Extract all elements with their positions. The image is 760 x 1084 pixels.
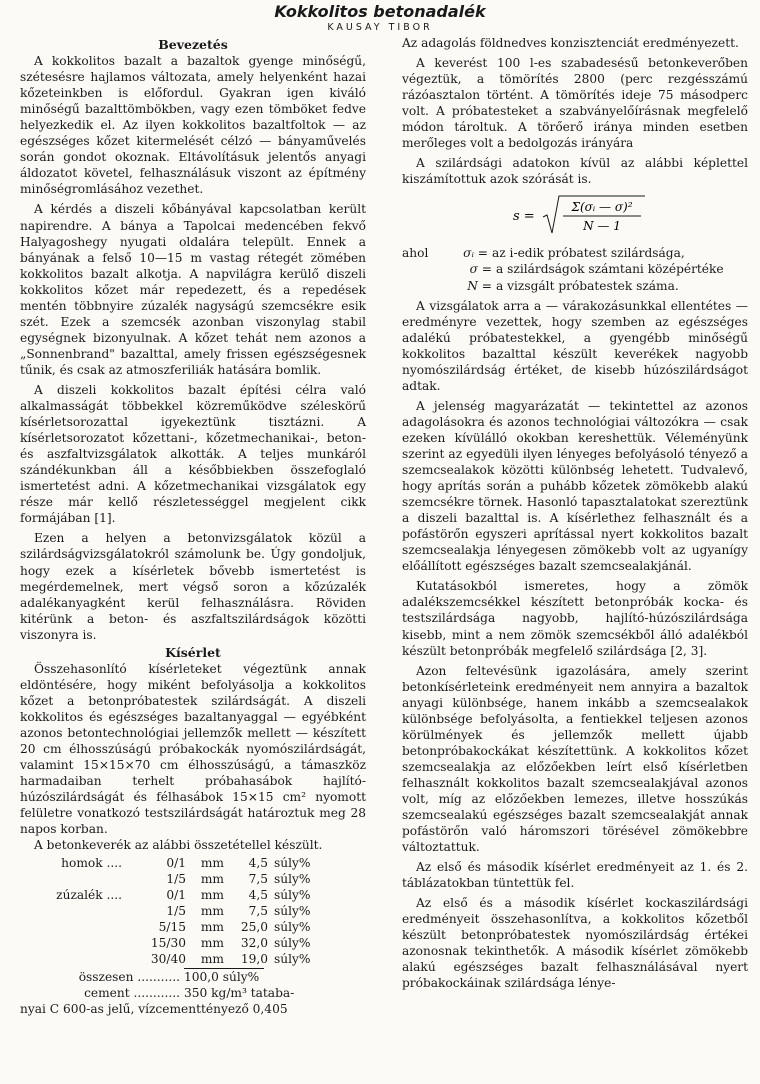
cement-label: cement ............ <box>84 986 180 1001</box>
paragraph: Kutatásokból ismeretes, hogy a zömök adalékszemcsékkel készített betonpróbák kocka- és testszilárdsága nagyobb, hajlító-húzószilárdsága kisebb, mint a nem zömök szemcsékből álló adalékból készült betonpróbák megfelelő szilárdsága [2, 3]. <box>402 579 748 658</box>
def-text: a szilárdságok számtani középértéke <box>496 262 724 277</box>
mix-fraction-unit: súly% <box>274 888 311 903</box>
mix-label <box>20 935 126 951</box>
paragraph: Azon feltevésünk igazolására, amely szerint betonkísérleteink eredményeit nem annyira a bazaltok anyagi különbsége, hanem inkább a szemcsealakok különbsége befolyásolta, a fentiekkel teljesen azonos körülmények és jellemzők mellett újabb betonpróbakockákat készítettünk. A kokkolitos kőzet szemcsealakja az előzőekben leírt első kísérletben felhasznált kokkolitos bazalt szemcsealakjával azonos volt, míg az előzőekben lemezes, illetve hosszúkás szemcsealakú egészséges bazalt szemcsealakját annak pofástörőn való háromszori törésével zömökebbre változtattuk. <box>402 663 748 855</box>
mix-label <box>20 951 126 967</box>
right-column <box>402 35 748 992</box>
mix-fraction-unit: súly% <box>274 904 311 919</box>
mix-fraction-unit: súly% <box>274 872 311 887</box>
article-title: Kokkolitos betonadalék <box>274 2 486 21</box>
formula-svg <box>475 193 675 237</box>
cement-continuation: nyai C 600-as jelű, vízcementtényező 0,405 <box>20 1002 288 1017</box>
paragraph: Az első és második kísérlet eredményeit az 1. és 2. táblázatokban tüntettük fel. <box>402 860 748 891</box>
mix-value: 19,0 <box>240 952 268 967</box>
mix-value: 7,5 <box>248 872 268 887</box>
mix-size: 0/1 <box>166 856 186 871</box>
definition-row <box>402 245 748 261</box>
mix-unit: mm <box>200 920 224 935</box>
def-symbol: σᵢ = <box>463 246 488 261</box>
def-text: az i-edik próbatest szilárdsága, <box>492 246 685 261</box>
definition-row <box>402 261 748 277</box>
mix-row <box>20 919 366 935</box>
paragraph: A szilárdsági adatokon kívül az alábbi képlettel kiszámítottuk azok szórását is. <box>402 156 748 187</box>
mix-unit: mm <box>200 904 224 919</box>
mix-composition-table <box>20 855 366 1017</box>
mix-size: 1/5 <box>166 904 186 919</box>
symbol-definitions <box>402 245 748 293</box>
cement-row <box>20 985 366 1001</box>
mix-size: 15/30 <box>150 936 186 951</box>
mix-row <box>20 887 366 903</box>
formula-lhs: s = <box>513 209 535 225</box>
left-column <box>20 35 366 1017</box>
std-deviation-formula <box>402 193 748 237</box>
paragraph: Ezen a helyen a betonvizsgálatok közül a szilárdságvizsgálatokról számolunk be. Úgy gondoljuk, hogy ezek a kísérletek bővebb ismertetést is megérdemelnek, mert végső soron a kőzúzalék adalékanyagként kerül felhasználásra. Röviden kitérünk a beton- és aszfaltszilárdságok közötti viszonyra is. <box>20 531 366 642</box>
mix-fraction-unit: súly% <box>274 936 311 951</box>
mix-total-row <box>20 969 366 985</box>
paragraph: Az első és a második kísérlet kockaszilárdsági eredményeit összehasonlítva, a kokkolitos kőzetből készült betonpróbatestek nyomószilárdság értékei azonosnak tekinthetők. A második kísérlet zömökebb alakú egészséges bazalt felhasználásával nyert próbakockáinak szilárdsága lénye- <box>402 896 748 991</box>
paragraph: A jelenség magyarázatát — tekintettel az azonos adagolásokra és azonos technológiai változókra — csak ezeken kívülálló okokban kereshettük. Véleményünk szerint az egyedüli ilyen lényeges befolyásoló tényező a szemcsealakok közötti különbség lehetett. Tudvalevő, hogy aprítás során a puhább kőzetek zömökebb alakú szemcsékre törnek. Hasonló tapasztalatokat szereztünk a diszeli bazalttal is. A kísérlethez felhasznált és a pofástörőn egyszeri aprítással nyert kokkolitos bazalt szemcsealakja lényegesen zömökebb volt az ugyanígy előállított egészséges bazalt szemcsealakjánál. <box>402 398 748 574</box>
section-heading-experiment: Kísérlet <box>165 644 221 660</box>
mix-row <box>20 871 366 887</box>
formula-numerator: Σ(σᵢ — σ)² <box>571 200 633 215</box>
total-label: összesen ........... <box>78 970 180 985</box>
mix-label: zúzalék .... <box>56 888 122 903</box>
mix-value: 32,0 <box>240 936 268 951</box>
paragraph: A betonkeverék az alábbi összetétellel készült. <box>34 838 323 853</box>
mix-unit: mm <box>200 856 224 871</box>
formula-denominator: N — 1 <box>583 219 621 234</box>
mix-value: 7,5 <box>248 904 268 919</box>
def-text: a vizsgált próbatestek száma. <box>496 278 679 293</box>
mix-value: 25,0 <box>240 920 268 935</box>
mix-unit: mm <box>200 952 224 967</box>
mix-unit: mm <box>200 936 224 951</box>
mix-label: homok .... <box>61 856 122 871</box>
mix-row <box>20 951 366 967</box>
cement-value: 350 kg/m³ tataba- <box>184 986 295 1001</box>
mix-value: 4,5 <box>248 856 268 871</box>
mix-label <box>20 903 126 919</box>
mix-size: 0/1 <box>166 888 186 903</box>
mix-fraction-unit: súly% <box>274 952 311 967</box>
definition-row <box>402 278 748 294</box>
author-name: KAUSAY TIBOR <box>327 22 433 33</box>
mix-fraction-unit: súly% <box>274 856 311 871</box>
paragraph: A kokkolitos bazalt a bazaltok gyenge minőségű, szétesésre hajlamos változata, amely helyenként hazai kőzeteinkben is előfordul. Gyakran igen kiváló minőségű bazalttömbökben, vagy ezen tömböket fedve helyezkedik el. Az ilyen kokkolitos bazaltfoltok — az egészséges kőzet kitermelését célzó — bányaművelés során gondot okoznak. Eltávolításuk jelentős anyagi áldozatot követel, felhasználásuk viszont az építmény minőségromlásához vezethet. <box>20 54 366 197</box>
paragraph: A kérdés a diszeli kőbányával kapcsolatban került napirendre. A bánya a Tapolcai medencében fekvő Halyagoshegy nyugati oldalára települt. Ennek a bányának a felső 10—15 m vastag rétegét zömében kokkolitos bazalt alkotja. A napvilágra kerülő diszeli kokkolitos kőzet már repedezett, és a repedések mentén többnyire zúzalék nagyságú szemcsékre esik szét. Ezek a szemcsék azonban viszonylag stabil egységnek bizonyulnak. A kőzet tehát nem azonos a „Sonnenbrand" bazalttal, amely frissen egészségesnek tűnik, és csak az atmoszferiliák hatására bomlik. <box>20 202 366 377</box>
mix-size: 1/5 <box>166 872 186 887</box>
paragraph: A vizsgálatok arra a — várakozásunkkal ellentétes — eredményre vezettek, hogy szemben az egészséges adalékú próbatestekkel, a gyengébb minőségű kokkolitos bazalttal készült keverékek nagyobb nyomószilárdság értéket, de kisebb húzószilárdságot adtak. <box>402 298 748 393</box>
paragraph: Összehasonlító kísérleteket végeztünk annak eldöntésére, hogy miként befolyásolja a kokkolitos kőzet a betonpróbatestek szilárdságát. A diszeli kokkolitos és egészséges bazaltanyaggal — egyébként azonos betontechnológiai jellemzők mellett — készített 20 cm élhosszúságú próbakockák nyomószilárdságát, valamint 15×15×70 cm élhosszúságú, a támaszköz harmadaiban terhelt próbahasábok hajlító-húzószilárdságát és félhasábok 15×15 cm² nyomott felületre vonatkozó testszilárdságát határoztuk meg 28 napos korban. <box>20 661 366 837</box>
mix-row <box>20 903 366 919</box>
total-value: 100,0 súly% <box>184 970 260 985</box>
mix-value: 4,5 <box>248 888 268 903</box>
mix-fraction-unit: súly% <box>274 920 311 935</box>
def-symbol: N = <box>467 278 492 293</box>
paragraph: Az adagolás földnedves konzisztenciát eredményezett. <box>402 36 739 50</box>
paragraph: A keverést 100 l-es szabadesésű betonkeverőben végeztük, a tömörítés 2800 (perc rezgésszámú rázóasztalon történt. A tömörítés ideje 75 másodperc volt. A próbatesteket a szabványelőírásnak megfelelő módon tároltuk. A törőerő iránya minden esetben merőleges volt a bedolgozás irányára <box>402 56 748 151</box>
mix-label <box>20 919 126 935</box>
mix-label <box>20 871 126 887</box>
mix-row <box>20 935 366 951</box>
mix-unit: mm <box>200 888 224 903</box>
def-symbol: σ = <box>469 262 492 277</box>
mix-size: 30/40 <box>150 952 186 967</box>
paragraph: A diszeli kokkolitos bazalt építési célra való alkalmasságát többekkel közreműködve széleskörű kísérletsorozattal igyekeztünk tisztázni. A kísérletsorozatot kőzettani-, kőzetmechanikai-, beton- és aszfaltvizsgálatok alkották. A teljes munkáról szándékunkban áll a későbbiekben összefoglaló ismertetést adni. A kőzetmechanikai vizsgálatok egy része már kellő részletességgel megjelent cikk formájában [1]. <box>20 382 366 526</box>
mix-row <box>20 855 366 871</box>
mix-unit: mm <box>200 872 224 887</box>
section-heading-intro: Bevezetés <box>158 37 228 52</box>
def-intro: ahol <box>402 246 429 261</box>
mix-size: 5/15 <box>158 920 186 935</box>
